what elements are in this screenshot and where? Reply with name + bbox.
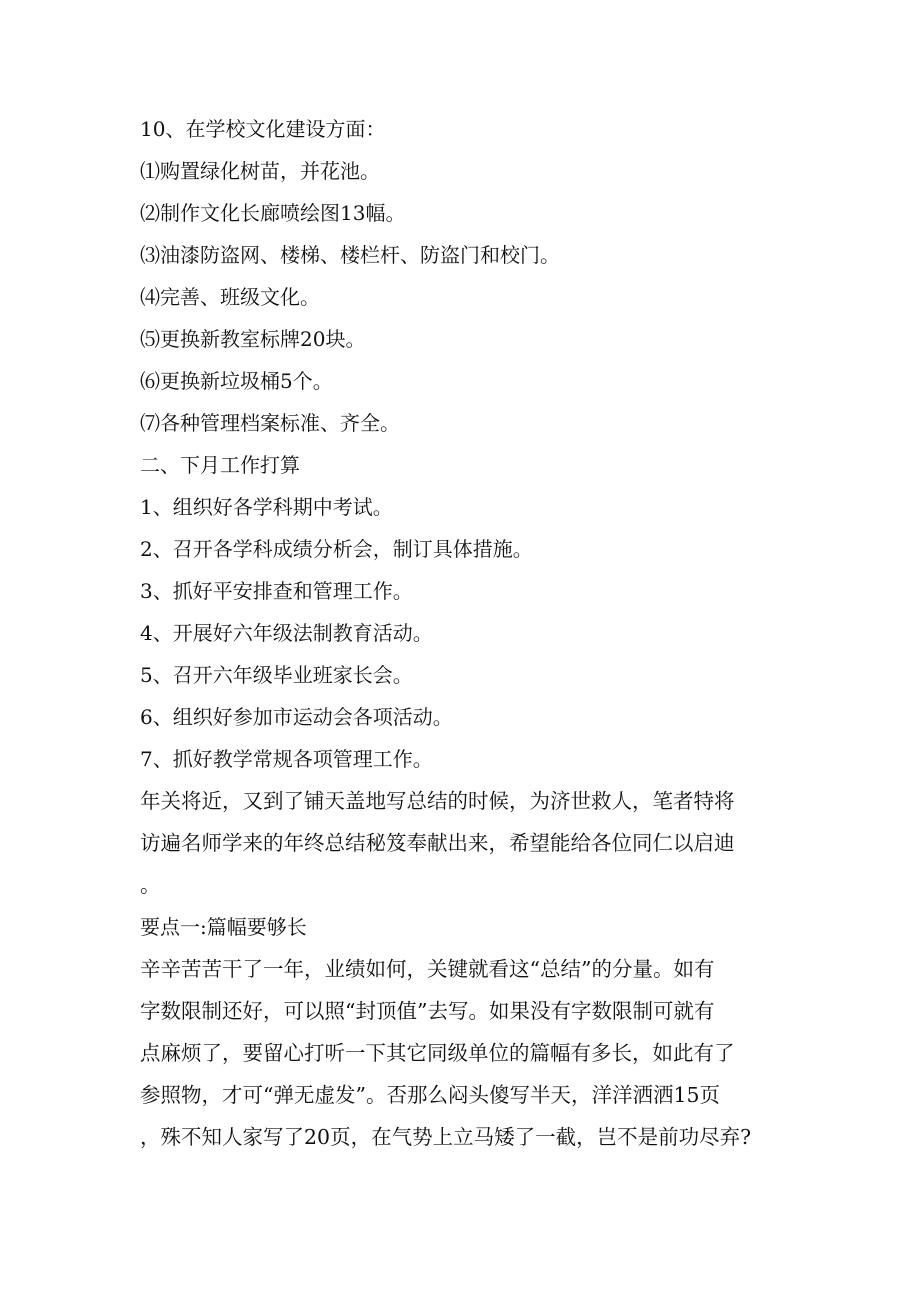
paragraph-line: 访遍名师学来的年终总结秘笈奉献出来，希望能给各位同仁以启迪 (140, 831, 735, 855)
list-item: ⑶油漆防盗网、楼梯、楼栏杆、防盗门和校门。 (140, 243, 560, 267)
list-item: 5、召开六年级毕业班家长会。 (140, 663, 413, 687)
list-item: ⑹更换新垃圾桶5个。 (140, 369, 333, 393)
list-item: ⑴购置绿化树苗，并花池。 (140, 159, 380, 183)
list-item: 3、抓好平安排查和管理工作。 (140, 579, 413, 603)
section-heading-next-month: 二、下月工作打算 (140, 453, 300, 477)
list-item: ⑵制作文化长廊喷绘图13幅。 (140, 201, 406, 225)
list-item: ⑺各种管理档案标准、齐全。 (140, 411, 400, 435)
list-item: 7、抓好教学常规各项管理工作。 (140, 747, 433, 771)
paragraph-line: 辛辛苦苦干了一年，业绩如何，关键就看这“总结”的分量。如有 (140, 957, 715, 981)
document-page (140, 108, 780, 1158)
intro-paragraph (140, 780, 780, 906)
paragraph-line: ，殊不知人家写了20页，在气势上立马矮了一截，岂不是前功尽弃? (140, 1125, 752, 1149)
paragraph-line: 点麻烦了，要留心打听一下其它同级单位的篇幅有多长，如此有了 (140, 1041, 735, 1065)
list-item: ⑷完善、班级文化。 (140, 285, 320, 309)
point-one-paragraph (140, 948, 780, 1158)
list-item: 1、组织好各学科期中考试。 (140, 495, 393, 519)
paragraph-line: 字数限制还好，可以照“封顶值”去写。如果没有字数限制可就有 (140, 999, 715, 1023)
section-heading-point-one: 要点一:篇幅要够长 (140, 915, 307, 939)
list-item: 4、开展好六年级法制教育活动。 (140, 621, 433, 645)
list-item: 2、召开各学科成绩分析会，制订具体措施。 (140, 537, 533, 561)
section-heading-culture: 10、在学校文化建设方面： (140, 117, 386, 141)
paragraph-line: 年关将近，又到了铺天盖地写总结的时候，为济世救人，笔者特将 (140, 789, 735, 813)
list-item: 6、组织好参加市运动会各项活动。 (140, 705, 453, 729)
paragraph-line: 。 (140, 873, 161, 897)
list-item: ⑸更换新教室标牌20块。 (140, 327, 366, 351)
paragraph-line: 参照物，才可“弹无虚发”。否那么闷头傻写半天，洋洋洒洒15页 (140, 1083, 721, 1107)
